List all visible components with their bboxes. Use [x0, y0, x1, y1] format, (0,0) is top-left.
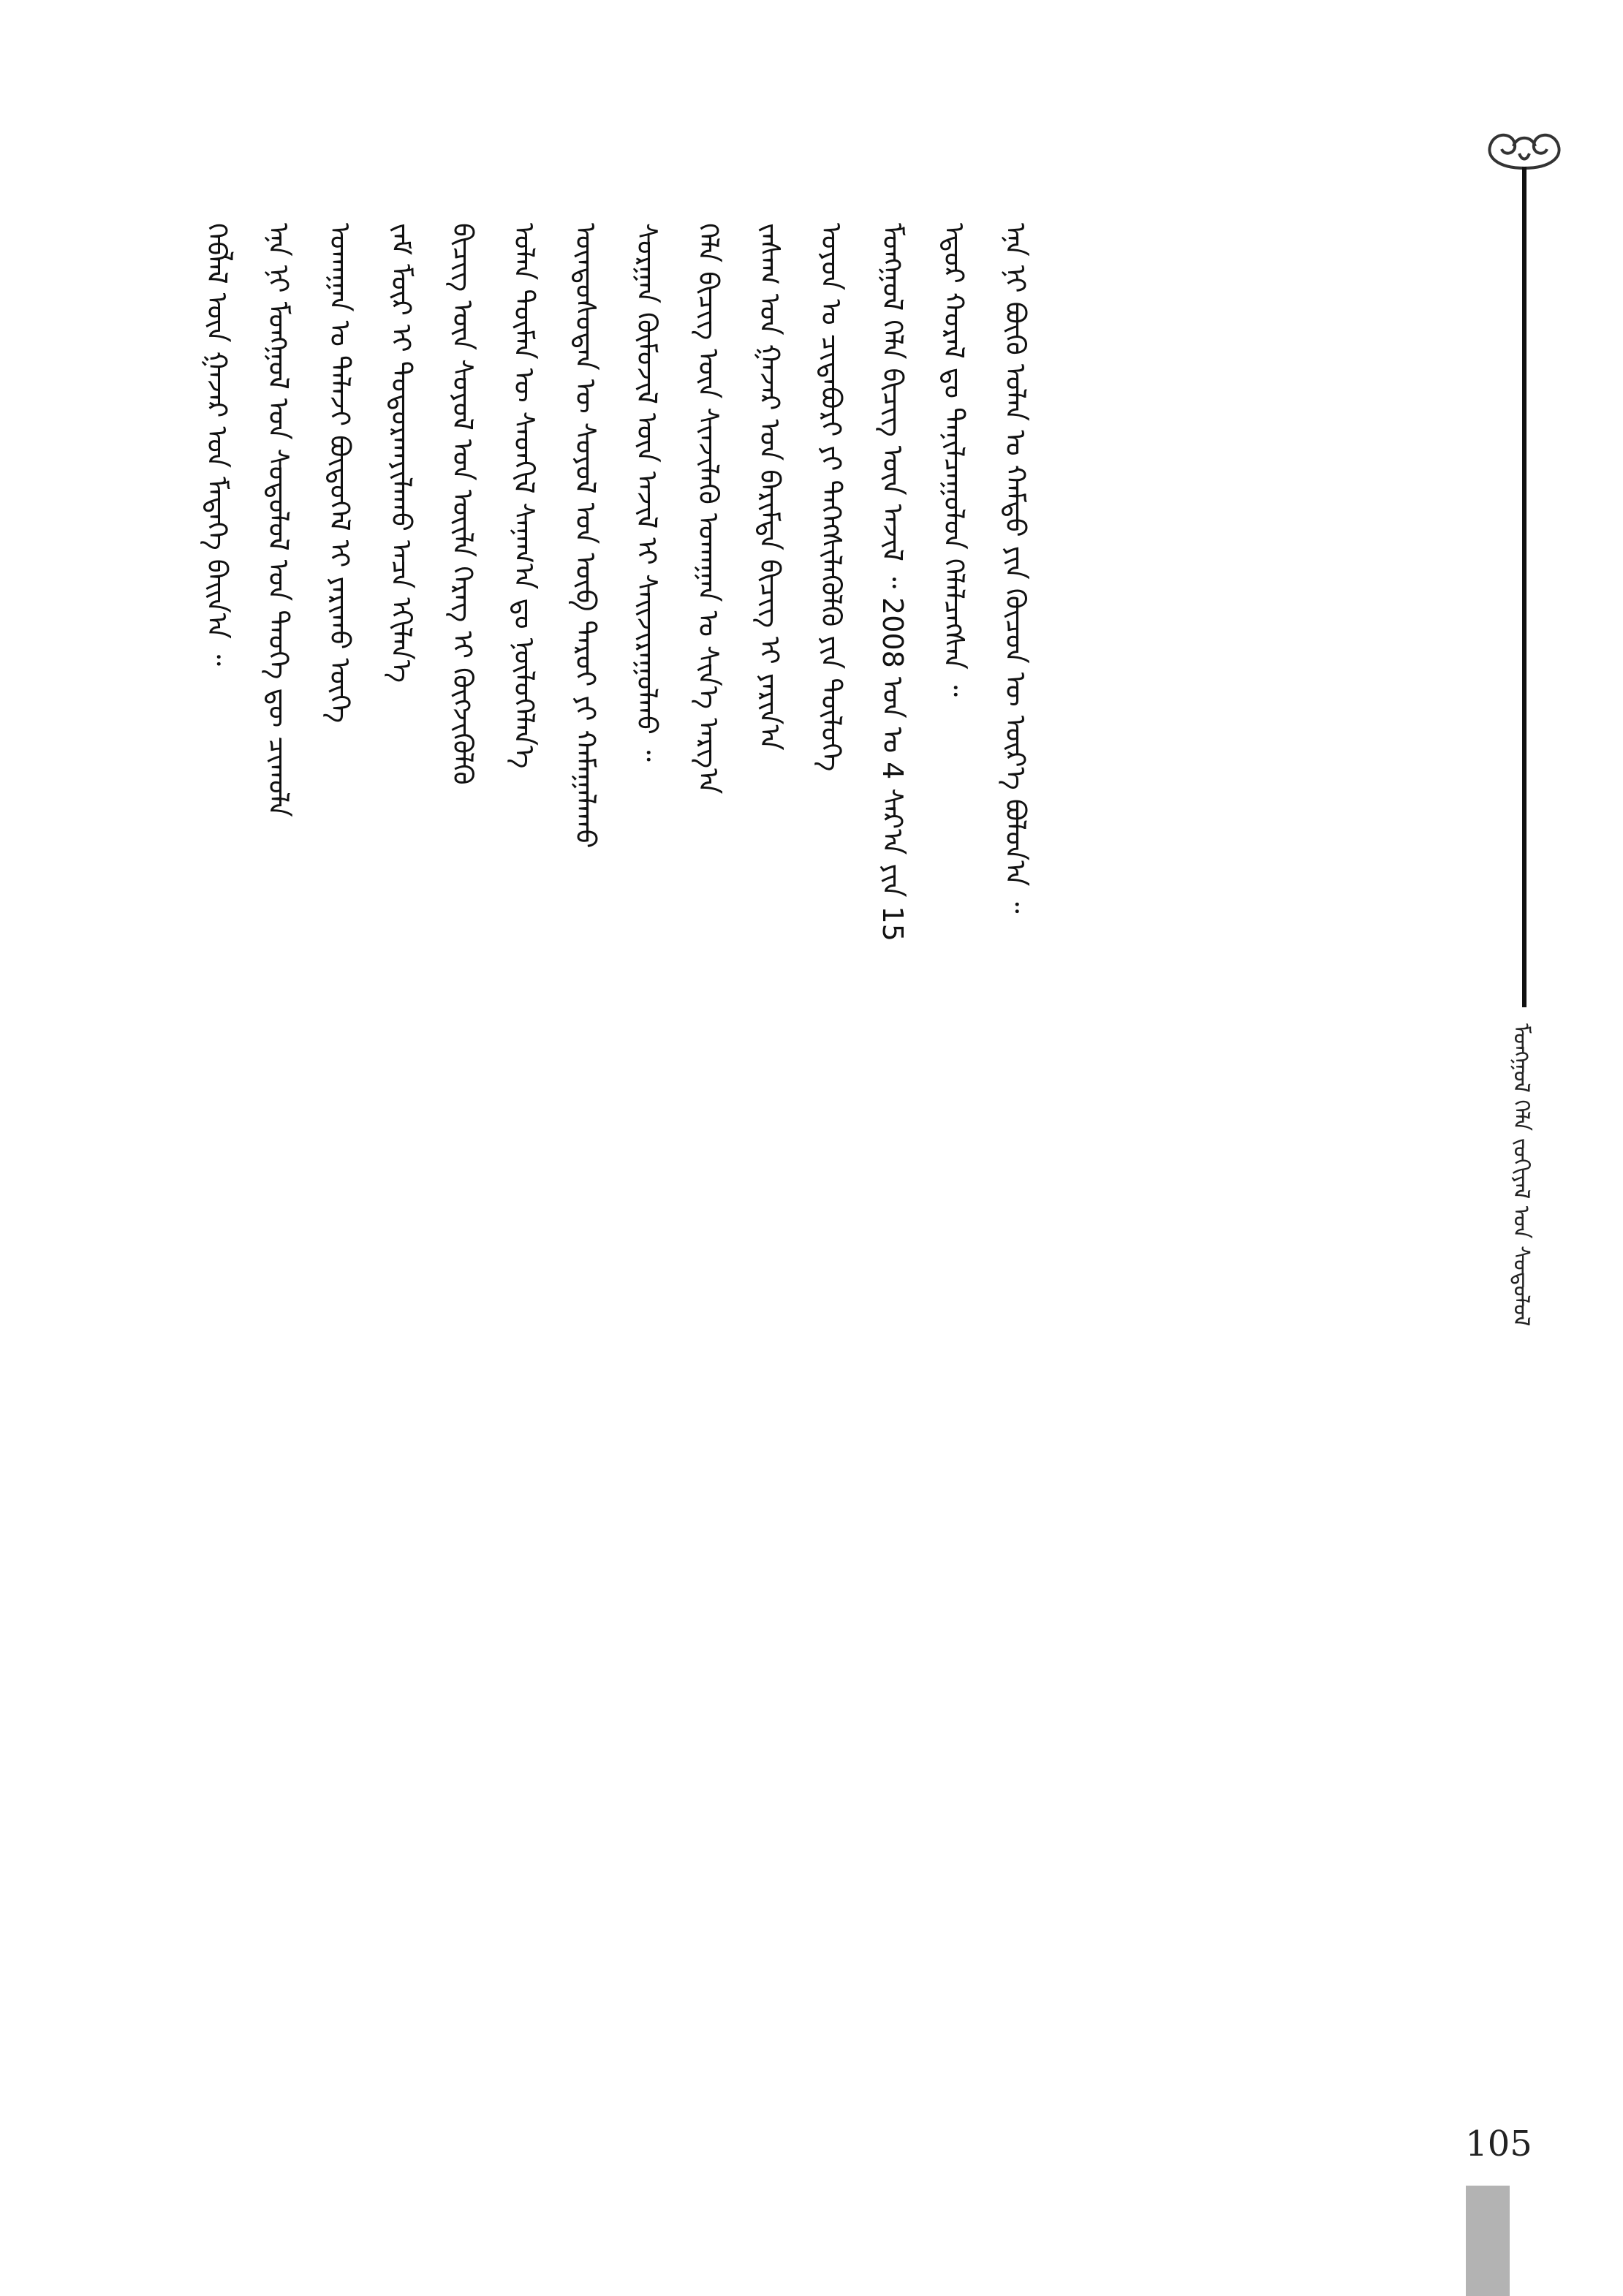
running-header: ᠮᠣᠩᠭᠣᠯ ᠬᠡᠯᠡ ᠵᠣᠬᠢᠶᠠᠯ ᠤᠨ ᠰᠤᠳᠤᠯᠤᠯ [1508, 1023, 1534, 1327]
text-column: ᠪᠢᠴᠢᠭ ᠦᠨ ᠰᠣᠶᠣᠯ ᠤᠨ ᠦᠢᠯᠡ ᠬᠡᠷᠡᠭ ᠢ ᠬᠥᠭᠵᠢᠭᠦᠯᠬᠦ [447, 223, 479, 785]
text-column: ᠬᠡᠯᠡ ᠪᠢᠴᠢᠭ ᠦᠨ ᠰᠢᠨᠵᠢᠯᠡᠬᠦ ᠤᠬᠠᠭᠠᠨ ᠤ ᠰᠢᠨ᠎ᠡ ᠠᠷᠭ᠎ᠠ [692, 223, 725, 795]
text-column: ᠵᠠᠮ ᠮᠥᠷ ᠢ ᠲᠣᠳᠣᠷᠬᠠᠶᠢᠯᠠᠬᠤ ᠠᠴᠠ ᠡᠬᠢᠯᠡᠨ᠎ᠡ [385, 223, 417, 683]
text-column: ᠡᠨᠡ ᠨᠢ ᠪᠦᠬᠦ ᠣᠯᠠᠨ ᠤ ᠬᠠᠮᠲᠤ ᠶᠢᠨ ᠬᠦᠴᠦᠨ ᠦ ᠦᠷ᠎ᠡ ᠪᠣᠯᠤᠨ᠎ᠠ ᠃ [999, 223, 1032, 914]
text-columns [186, 223, 1422, 2123]
header-rule [1522, 167, 1526, 1007]
text-column: ᠡᠨᠡ ᠨᠢ ᠮᠣᠩᠭᠣᠯ ᠤᠨ ᠰᠤᠳᠤᠯᠤᠯ ᠤᠨ ᠲᠡᠦᠬᠡ ᠳᠦ ᠴᠢᠬᠤᠯᠠ [262, 223, 295, 817]
text-column: ᠦᠨᠳᠦᠰᠦᠲᠡᠨ ᠦ ᠰᠣᠶᠣᠯ ᠤᠨ ᠥᠪ ᠳᠠᠷᠤᠢ ᠶᠢ ᠬᠠᠮᠠᠭᠠᠯᠠᠬᠤ [570, 223, 602, 849]
text-column: ᠬᠡᠪᠯᠡᠯ ᠦᠨ ᠭᠠᠵᠠᠷ ᠤᠨ ᠮᠡᠳᠡᠭᠡ ᠪᠠᠢᠨ᠎ᠠ ᠃ [201, 223, 233, 667]
text-column: ᠵᠠᠰᠠᠭ ᠤᠨ ᠭᠠᠵᠠᠷ ᠤᠨ ᠪᠠᠷᠢᠮᠲᠠ ᠪᠢᠴᠢᠭ ᠢ ᠶᠠᠷᠢᠨ᠎ᠠ [754, 223, 786, 751]
text-column: ᠰᠤᠷᠭᠠᠨ ᠬᠦᠮᠦᠵᠢᠯ ᠦᠨ ᠠᠵᠢᠯ ᠢ ᠰᠠᠢᠵᠢᠷᠠᠭᠤᠯᠬᠤ ᠃ [631, 223, 663, 762]
text-column: ᠣᠯᠠᠨ ᠲᠦᠮᠡᠨ ᠦ ᠰᠡᠳᠬᠢᠯ ᠰᠠᠨᠠᠭ᠎ᠠ ᠳᠤ ᠨᠥᠯᠦᠭᠡᠯᠡᠨ᠎ᠡ [508, 223, 540, 769]
text-column: ᠣᠶᠣᠨ ᠤ ᠴᠢᠳᠠᠪᠤᠷᠢ ᠶᠢ ᠳᠡᠭᠡᠭᠰᠢᠯᠡᠭᠦᠯᠬᠦ ᠶᠢᠨ ᠲᠥᠯᠦᠭᠡ [815, 223, 847, 772]
page-number: 105 [1465, 2123, 1532, 2164]
text-column: ᠡᠳᠦᠷ ᠬᠤᠷᠠᠯ ᠳᠤ ᠲᠠᠨᠢᠯᠴᠠᠭᠤᠯᠤᠨ ᠬᠡᠯᠡᠯᠴᠡᠭᠰᠡᠨ ᠃ [938, 223, 970, 697]
text-column: ᠮᠣᠩᠭᠣᠯ ᠬᠡᠯᠡ ᠪᠢᠴᠢᠭ ᠦᠨ ᠠᠵᠢᠯ ᠃ 2008 ᠣᠨ ᠤ 4 ᠰᠠᠷ᠎ᠠ ᠶᠢᠨ 15 [877, 223, 909, 941]
side-tab [1466, 2186, 1510, 2296]
body-text [186, 223, 1422, 2123]
text-column: ᠤᠬᠠᠭᠠᠨ ᠤ ᠲᠡᠯᠡᠵᠢ ᠪᠦᠲᠦᠭᠡᠯ ᠢ ᠶᠠᠷᠢᠬᠤ ᠦᠭᠡ [324, 223, 356, 724]
